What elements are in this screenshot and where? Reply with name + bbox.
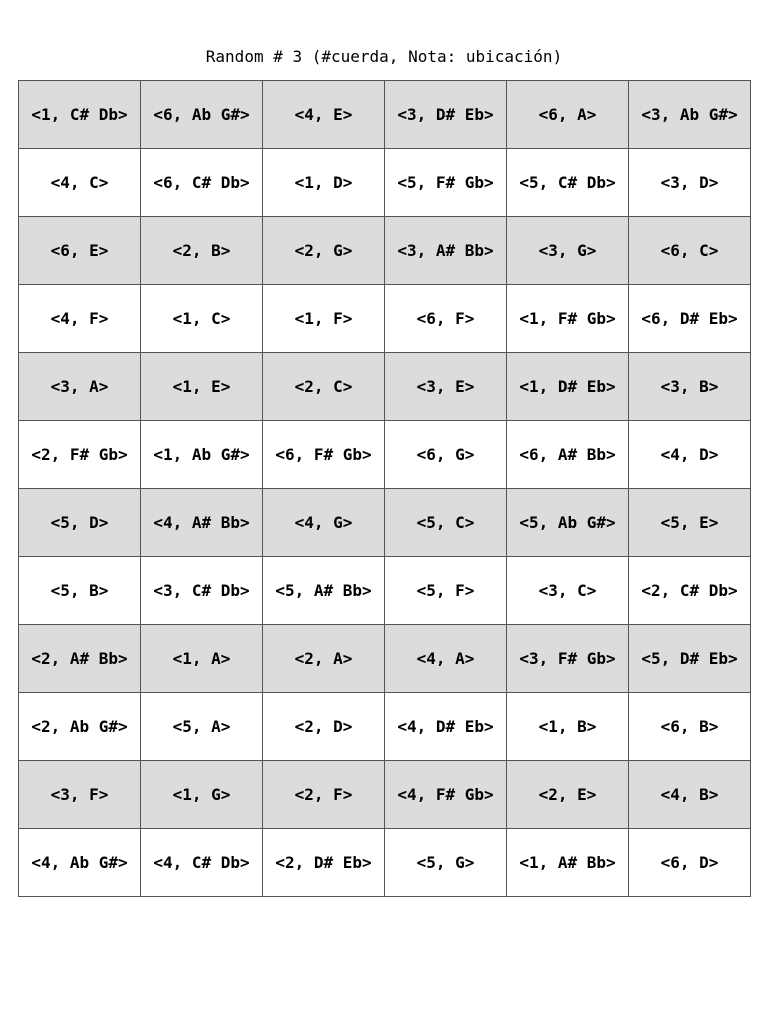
note-table-body [19,81,751,897]
note-cell: <5, A> [141,693,263,761]
note-cell: <6, C# Db> [141,149,263,217]
note-cell: <5, F> [385,557,507,625]
note-cell: <5, G> [385,829,507,897]
note-cell: <4, A# Bb> [141,489,263,557]
note-cell: <1, C# Db> [19,81,141,149]
note-cell: <1, C> [141,285,263,353]
note-cell: <3, C# Db> [141,557,263,625]
note-cell: <4, C# Db> [141,829,263,897]
note-cell: <1, A> [141,625,263,693]
note-cell: <3, D> [629,149,751,217]
table-row [19,217,751,285]
note-cell: <2, D# Eb> [263,829,385,897]
note-cell: <2, A# Bb> [19,625,141,693]
note-cell: <2, A> [263,625,385,693]
note-table [18,80,751,897]
note-cell: <3, B> [629,353,751,421]
table-row [19,829,751,897]
note-cell: <1, F# Gb> [507,285,629,353]
note-cell: <4, E> [263,81,385,149]
note-cell: <4, G> [263,489,385,557]
note-cell: <2, F# Gb> [19,421,141,489]
note-cell: <5, A# Bb> [263,557,385,625]
note-cell: <3, G> [507,217,629,285]
note-cell: <5, F# Gb> [385,149,507,217]
note-cell: <4, D# Eb> [385,693,507,761]
note-cell: <5, C> [385,489,507,557]
table-row [19,149,751,217]
note-cell: <5, D> [19,489,141,557]
note-cell: <3, F> [19,761,141,829]
note-cell: <4, F# Gb> [385,761,507,829]
table-row [19,81,751,149]
table-row [19,625,751,693]
note-cell: <6, F# Gb> [263,421,385,489]
table-row [19,421,751,489]
note-cell: <2, F> [263,761,385,829]
page-title: Random # 3 (#cuerda, Nota: ubicación) [205,47,563,66]
note-cell: <2, G> [263,217,385,285]
note-cell: <3, F# Gb> [507,625,629,693]
note-cell: <1, A# Bb> [507,829,629,897]
note-cell: <2, C# Db> [629,557,751,625]
note-cell: <6, F> [385,285,507,353]
note-cell: <5, D# Eb> [629,625,751,693]
table-row [19,693,751,761]
note-cell: <5, Ab G#> [507,489,629,557]
note-cell: <6, Ab G#> [141,81,263,149]
note-cell: <4, D> [629,421,751,489]
note-cell: <3, A> [19,353,141,421]
table-row [19,557,751,625]
note-cell: <3, Ab G#> [629,81,751,149]
note-cell: <1, D> [263,149,385,217]
note-cell: <4, C> [19,149,141,217]
note-cell: <3, E> [385,353,507,421]
note-cell: <6, D# Eb> [629,285,751,353]
note-cell: <1, D# Eb> [507,353,629,421]
note-cell: <1, Ab G#> [141,421,263,489]
note-cell: <1, B> [507,693,629,761]
note-cell: <5, E> [629,489,751,557]
note-cell: <6, B> [629,693,751,761]
note-cell: <3, D# Eb> [385,81,507,149]
note-cell: <2, E> [507,761,629,829]
note-cell: <6, D> [629,829,751,897]
note-cell: <1, E> [141,353,263,421]
note-cell: <1, F> [263,285,385,353]
table-row [19,285,751,353]
note-cell: <3, A# Bb> [385,217,507,285]
note-cell: <2, C> [263,353,385,421]
note-cell: <3, C> [507,557,629,625]
note-cell: <5, B> [19,557,141,625]
note-cell: <2, Ab G#> [19,693,141,761]
table-row [19,761,751,829]
note-cell: <6, C> [629,217,751,285]
note-cell: <6, E> [19,217,141,285]
note-cell: <1, G> [141,761,263,829]
note-cell: <4, F> [19,285,141,353]
note-cell: <2, D> [263,693,385,761]
note-cell: <6, A# Bb> [507,421,629,489]
note-cell: <2, B> [141,217,263,285]
note-cell: <6, A> [507,81,629,149]
note-cell: <4, B> [629,761,751,829]
note-cell: <6, G> [385,421,507,489]
table-row [19,489,751,557]
note-cell: <5, C# Db> [507,149,629,217]
table-row [19,353,751,421]
note-cell: <4, A> [385,625,507,693]
note-cell: <4, Ab G#> [19,829,141,897]
